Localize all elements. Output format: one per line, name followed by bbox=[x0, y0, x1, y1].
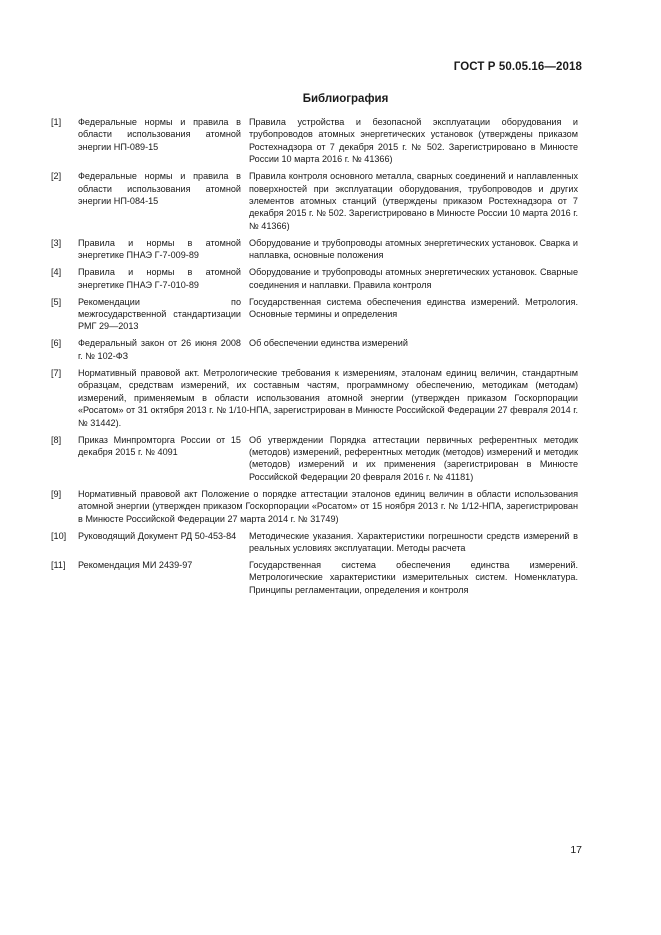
entry-description: Об обеспечении единства измерений bbox=[249, 338, 408, 349]
entry-number: [5] bbox=[51, 296, 62, 307]
entry-source: Федеральный закон от 26 июня 2008 г. № 102-ФЗ bbox=[78, 338, 241, 361]
entry-text: Нормативный правовой акт Положение о порядке аттестации эталонов единиц величин в области использования атомной энергии (утвержден приказом Госкорпорации «Росатом» от 15 ноября 2013 г. № 1/12-НПА, зарегистрирован в Минюсте Российской Федерации 27 марта 2014 г. № 31749) bbox=[78, 488, 578, 524]
entry-source: Руководящий Документ РД 50-453-84 bbox=[78, 530, 237, 541]
bibliography-entry-10 bbox=[51, 530, 578, 555]
entry-source: Правила и нормы в атомной энергетике ПНАЭ Г-7-010-89 bbox=[78, 267, 241, 290]
entry-number: [9] bbox=[51, 488, 62, 499]
bibliography-entry-2 bbox=[51, 170, 578, 232]
entry-source: Федеральные нормы и правила в области использования атомной энергии НП-089-15 bbox=[78, 117, 241, 152]
bibliography-entry-4 bbox=[51, 266, 578, 291]
entry-description: Государственная система обеспечения единства измерений. Метрология. Основные термины и определения bbox=[249, 296, 578, 320]
bibliography-entry-1 bbox=[51, 116, 578, 166]
entry-source: Правила и нормы в атомной энергетике ПНАЭ Г-7-009-89 bbox=[78, 237, 241, 261]
entry-description: Методические указания. Характеристики погрешности средств измерений в реальных условиях эксплуатации. Методы расчета bbox=[249, 530, 578, 553]
entry-number: [1] bbox=[51, 117, 62, 127]
entry-description: Государственная система обеспечения единства измерений. Метрологические характеристики измерительных систем. Номенклатура. Принципы регламентации, определения и контроля bbox=[249, 559, 578, 595]
entry-source: Федеральные нормы и правила в области использования атомной энергии НП-084-15 bbox=[78, 171, 241, 207]
bibliography-entry-9 bbox=[51, 488, 578, 525]
bibliography-list bbox=[51, 116, 578, 601]
entry-description: Оборудование и трубопроводы атомных энергетических установок. Сварка и наплавка, основные положения bbox=[249, 237, 578, 261]
entry-number: [3] bbox=[51, 237, 62, 248]
entry-description: Правила устройства и безопасной эксплуатации оборудования и трубопроводов атомных энергетических установок (утверждены приказом Ростехнадзора от 7 декабря 2015 г. № 502. Зарегистрировано в Минюсте России 10 марта 2016 г. № 41366) bbox=[249, 117, 578, 165]
entry-number: [8] bbox=[51, 434, 62, 445]
bibliography-entry-7 bbox=[51, 367, 578, 429]
entry-text: Нормативный правовой акт. Метрологические требования к измерениям, эталонам единиц величин, стандартным образцам, средствам измерений, их составным частям, программному обеспечению, методикам (методам) измерений, применяемым в области использования атомной энергии (утвержден приказом Госкорпорации «Росатом» от 31 октября 2013 г. № 1/10-НПА, зарегистрирован в Минюсте Российской Федерации 27 февраля 2014 г. № 31442). bbox=[78, 367, 578, 428]
page-number: 17 bbox=[570, 844, 582, 856]
entry-number: [4] bbox=[51, 267, 62, 278]
entry-source: Рекомендация МИ 2439-97 bbox=[78, 559, 193, 570]
bibliography-title: Библиография bbox=[302, 93, 389, 105]
bibliography-entry-3 bbox=[51, 237, 578, 262]
entry-number: [2] bbox=[51, 171, 62, 182]
entry-number: [10] bbox=[51, 530, 67, 541]
document-header: ГОСТ Р 50.05.16—2018 bbox=[453, 61, 582, 73]
entry-source: Рекомендации по межгосударственной стандартизации РМГ 29—2013 bbox=[78, 296, 241, 332]
bibliography-entry-8 bbox=[51, 434, 578, 484]
entry-description: Правила контроля основного металла, сварных соединений и наплавленных поверхностей при эксплуатации оборудования, трубопроводов и других элементов атомных станций (утверждены приказом Ростехнадзора от 7 декабря 2015 г. № 502. Зарегистрировано в Минюсте России 10 марта 2016 г. № 41366) bbox=[249, 171, 578, 231]
entry-description: Оборудование и трубопроводы атомных энергетических установок. Сварные соединения и наплавки. Правила контроля bbox=[249, 267, 578, 290]
entry-number: [7] bbox=[51, 367, 62, 378]
bibliography-entry-11 bbox=[51, 559, 578, 596]
entry-description: Об утверждении Порядка аттестации первичных референтных методик (методов) измерений, референтных методик (методов) измерений и методик (методов) измерений и их применения (зарегистрирован в Минюсте Российской Федерации 20 февраля 2016 г. № 41181) bbox=[249, 434, 578, 482]
entry-number: [6] bbox=[51, 338, 62, 349]
entry-source: Приказ Минпромторга России от 15 декабря 2015 г. № 4091 bbox=[78, 434, 241, 457]
bibliography-entry-6 bbox=[51, 337, 578, 362]
entry-number: [11] bbox=[51, 559, 66, 570]
bibliography-entry-5 bbox=[51, 296, 578, 333]
